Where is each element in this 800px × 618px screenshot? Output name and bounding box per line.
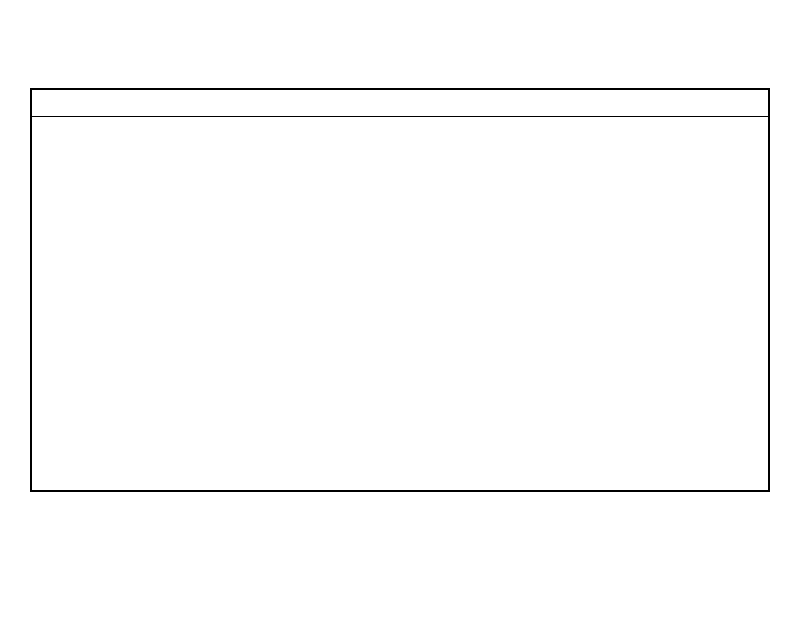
page-title [32, 90, 768, 117]
calendar-frame [30, 88, 770, 492]
